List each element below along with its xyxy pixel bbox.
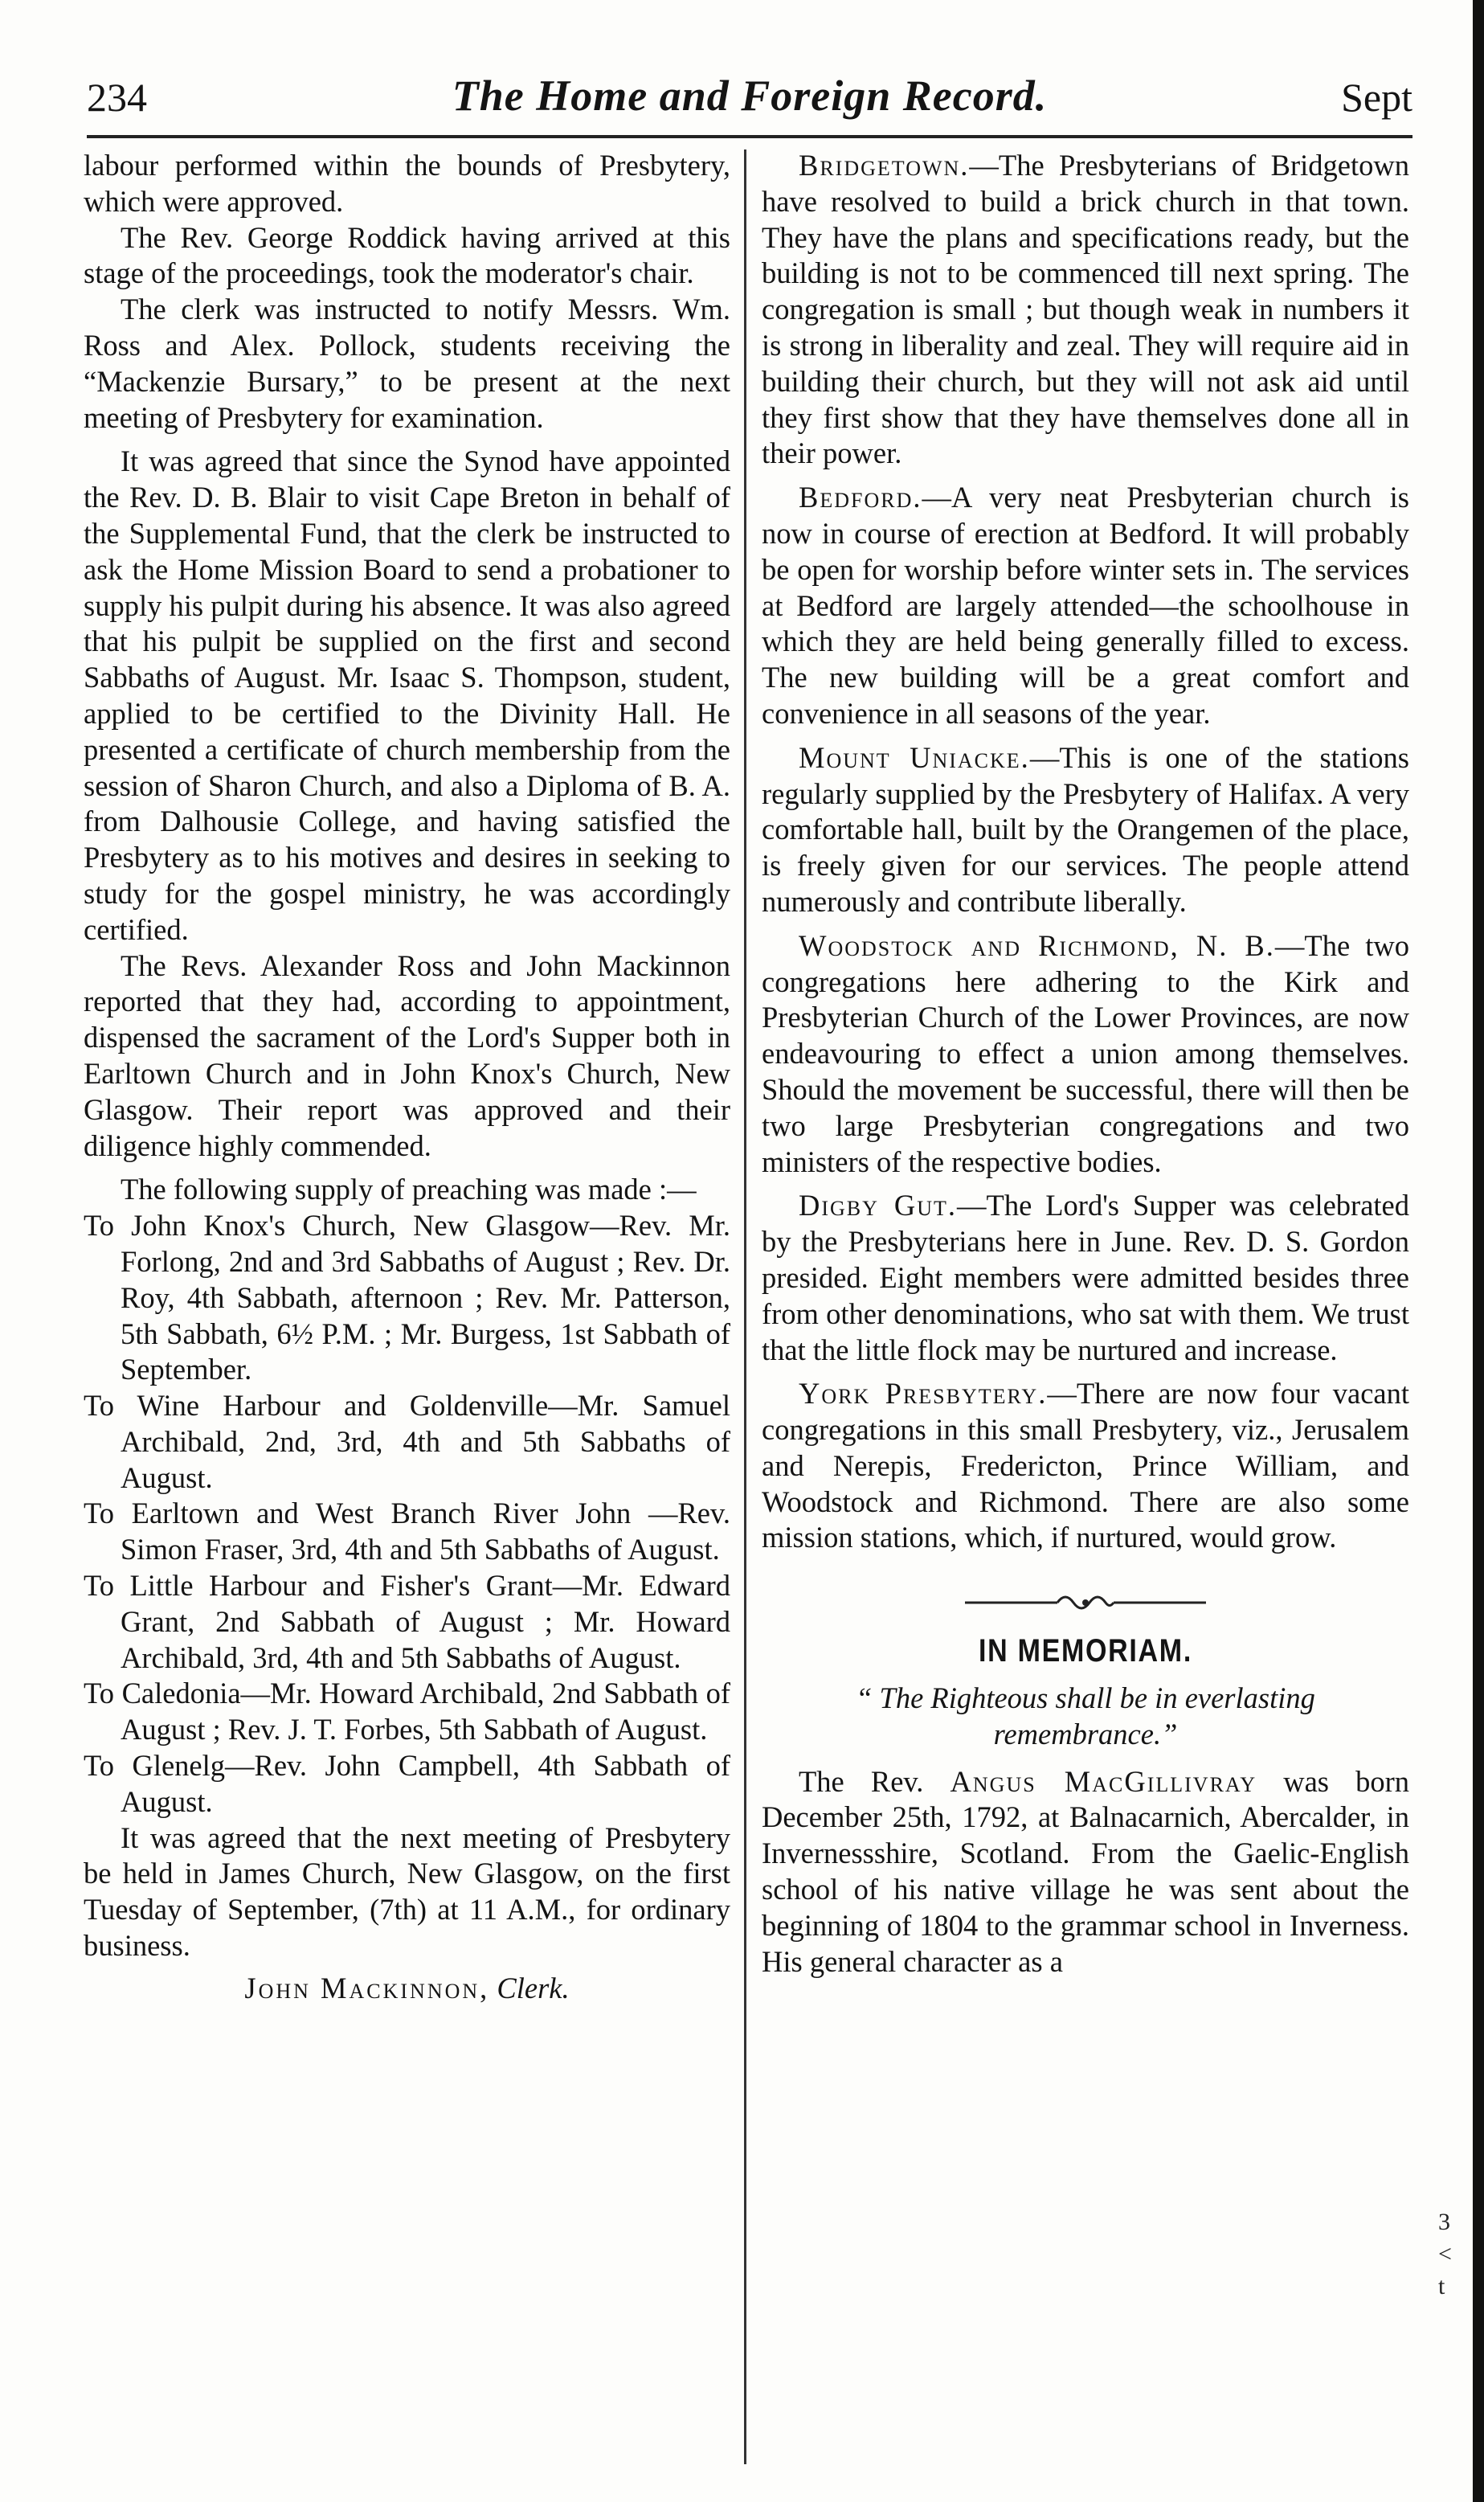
item-heading: Bridgetown. bbox=[799, 149, 970, 182]
signature bbox=[84, 1971, 730, 2007]
page-edge-shadow bbox=[1473, 0, 1484, 2502]
margin-note-text: 3 < t bbox=[1438, 2209, 1452, 2299]
memorial-name: Angus MacGillivray bbox=[950, 1764, 1257, 1798]
item-body: —The two congregations here adhering to the Kirk and Presbyterian Church of the Lower Provinces, are now endeavouring to effect a union among themselves. Should the movement be successful, there will then be two large Presbyterian congregations and two ministers of the respective bodies. bbox=[762, 928, 1409, 1178]
item-heading: Woodstock and Richmond, N. B. bbox=[799, 928, 1275, 962]
paragraph: The clerk was instructed to notify Messrs. Wm. Ross and Alex. Pollock, students receiving the “Mackenzie Bursary,” to be present at the next meeting of Presbytery for examination. bbox=[84, 293, 730, 434]
ornament-icon bbox=[965, 1587, 1206, 1619]
item-heading: Mount Uniacke. bbox=[799, 740, 1030, 774]
item-body: —The Presbyterians of Bridgetown have resolved to build a brick church in that town. They have the plans and specifications ready, but the building is not to be commenced till next spring. The congregation is small ; but though weak in numbers it is strong in liberality and zeal. They will require aid in building their church, but they will not ask aid until they first show that they have themselves done all in their power. bbox=[762, 149, 1409, 470]
supply-entry: To Little Harbour and Fisher's Grant—Mr. Edward Grant, 2nd Sabbath of August ; Mr. Howard Archibald, 3rd, 4th and 5th Sabbaths of August. bbox=[84, 1569, 730, 1674]
item-heading: Digby Gut. bbox=[799, 1189, 958, 1222]
paragraph: The Revs. Alexander Ross and John Mackinnon reported that they had, according to appointment, dispensed the sacrament of the Lord's Supper both in Earltown Church and in John Knox's Church, New Glasgow. Their report was approved and their diligence highly commended. bbox=[84, 948, 730, 1162]
item-heading: York Presbytery. bbox=[799, 1377, 1048, 1411]
memorial-intro: The Rev. bbox=[799, 1764, 950, 1798]
news-item bbox=[762, 740, 1409, 920]
margin-note bbox=[1438, 2206, 1452, 2303]
supply-entry: To Earltown and West Branch River John —Rev. Simon Fraser, 3rd, 4th and 5th Sabbaths of August. bbox=[84, 1497, 730, 1566]
paragraph: labour performed within the bounds of Presbytery, which were approved. bbox=[84, 149, 730, 218]
news-item bbox=[762, 928, 1409, 1181]
paragraph: It was agreed that since the Synod have appointed the Rev. D. B. Blair to visit Cape Breton in behalf of the Supplemental Fund, that the clerk be instructed to ask the Home Mission Board to send a probationer to supply his pulpit during his absence. It was also agreed that his pulpit be supplied on the first and second Sabbaths of August. Mr. Isaac S. Thompson, student, applied to be certified to the Divinity Hall. He presented a certificate of church membership from the session of Sharon Church, and also a Diploma of B. A. from Dalhousie College, and having satisfied the Presbytery as to his motives and desires in seeking to study for the gospel ministry, he was accordingly certified. bbox=[84, 444, 730, 946]
news-item bbox=[762, 1188, 1409, 1368]
paragraph: The Rev. George Roddick having arrived at this stage of the proceedings, took the moderator's chair. bbox=[84, 220, 730, 290]
column-rule bbox=[744, 149, 746, 2464]
signatory-name: John Mackinnon, bbox=[244, 1971, 490, 2004]
news-item bbox=[762, 1376, 1409, 1556]
signatory-role: Clerk. bbox=[497, 1971, 570, 2004]
header-rule bbox=[87, 135, 1412, 138]
item-body: —A very neat Presbyterian church is now in course of erection at Bedford. It will probably be open for worship before winter sets in. The services at Bedford are largely attended—the schoolhouse in which they are held being generally filled to excess. The new building will be a great comfort and convenience in all seasons of the year. bbox=[762, 481, 1409, 730]
item-body: —There are now four vacant congregations in this small Presbytery, viz., Jerusalem and Nerepis, Fredericton, Prince William, and Woodstock and Richmond. There are also some mission stations, which, if nurtured, would grow. bbox=[762, 1377, 1409, 1554]
paragraph: It was agreed that the next meeting of Presbytery be held in James Church, New Glasgow, on the first Tuesday of September, (7th) at 11 A.M., for ordinary business. bbox=[84, 1820, 730, 1963]
supply-entry: To John Knox's Church, New Glasgow—Rev. Mr. Forlong, 2nd and 3rd Sabbaths of August ; Rev. Dr. Roy, 4th Sabbath, afternoon ; Rev. Mr. Patterson, 5th Sabbath, 6½ P.M. ; Mr. Burgess, 1st Sabbath of September. bbox=[84, 1209, 730, 1386]
news-item bbox=[762, 148, 1409, 472]
item-heading: Bedford. bbox=[799, 481, 922, 514]
journal-title: The Home and Foreign Record. bbox=[452, 72, 1048, 120]
memorial-paragraph bbox=[762, 1764, 1409, 1980]
supply-entry: To Glenelg—Rev. John Campbell, 4th Sabbath of August. bbox=[84, 1749, 730, 1818]
memorial-heading: IN MEMORIAM. bbox=[979, 1633, 1192, 1669]
memorial-text: was born December 25th, 1792, at Balnacarnich, Abercalder, in Invernessshire, Scotland. From the Gaelic-English school of his native village he was sent about the beginning of 1804 to the grammar school in Inverness. His general character as a bbox=[762, 1764, 1409, 1978]
item-body: —The Lord's Supper was celebrated by the Presbyterians here in June. Rev. D. S. Gordon presided. Eight members were admitted besides three from other denominations, who sat with them. We trust that the little flock may be nurtured and increase. bbox=[762, 1189, 1409, 1366]
supply-entry: To Wine Harbour and Goldenville—Mr. Samuel Archibald, 2nd, 3rd, 4th and 5th Sabbaths of August. bbox=[84, 1389, 730, 1494]
right-column bbox=[762, 148, 1409, 1980]
supply-entry: To Caledonia—Mr. Howard Archibald, 2nd Sabbath of August ; Rev. J. T. Forbes, 5th Sabbath of August. bbox=[84, 1677, 730, 1746]
epigraph: “ The Righteous shall be in everlasting remembrance.” bbox=[856, 1681, 1315, 1751]
running-header bbox=[87, 74, 1412, 130]
page-number: 234 bbox=[87, 75, 147, 120]
item-body: —This is one of the stations regularly supplied by the Presbytery of Halifax. A very comfortable hall, built by the Orangemen of the place, is freely given for our services. The people attend numerously and contribute liberally. bbox=[762, 740, 1409, 918]
running-month: Sept bbox=[1341, 75, 1412, 120]
paragraph: The following supply of preaching was made :— bbox=[121, 1173, 697, 1206]
news-item bbox=[762, 480, 1409, 732]
left-column bbox=[84, 148, 730, 2007]
ornamental-rule bbox=[762, 1587, 1409, 1619]
